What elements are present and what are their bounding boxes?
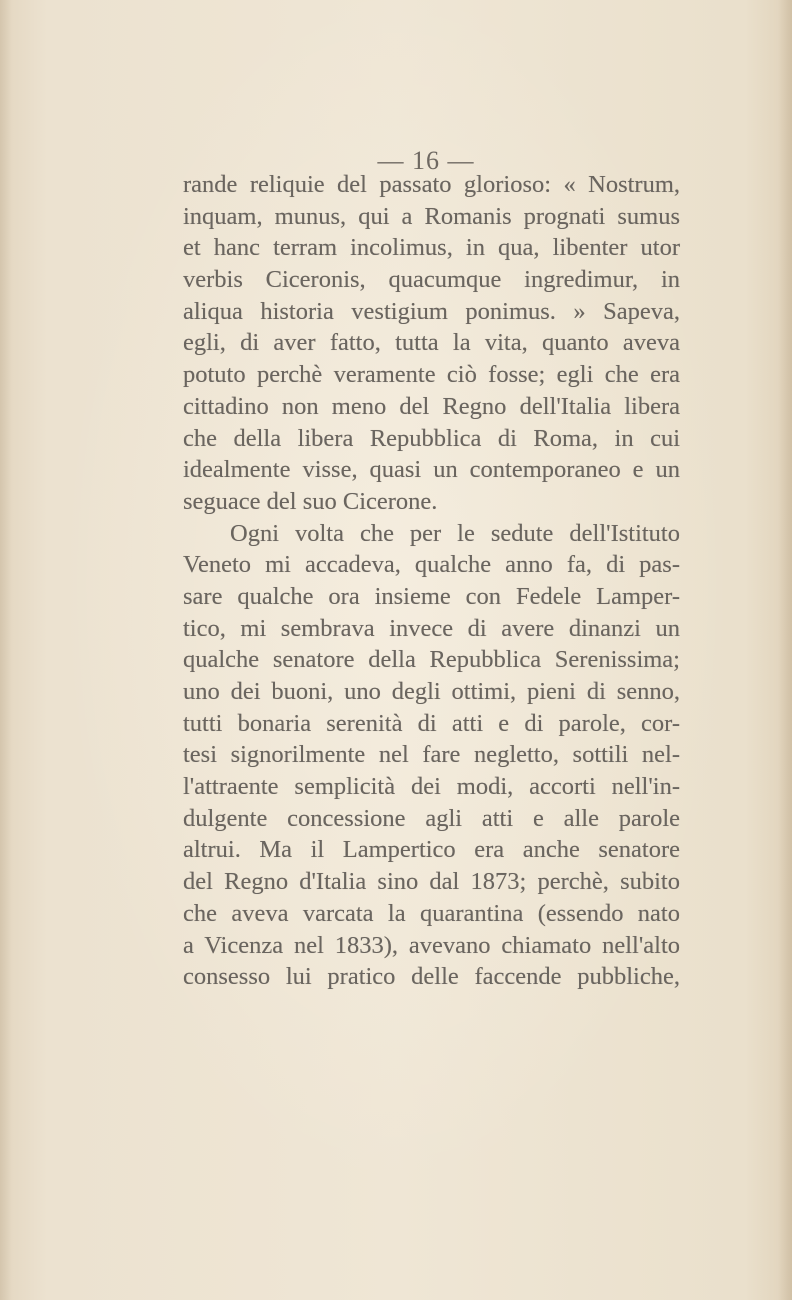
text-line: altrui. Ma il Lampertico era anche senatore (183, 836, 680, 864)
text-line: che aveva varcata la quarantina (essendo nato (183, 899, 680, 927)
text-line: tesi signorilmente nel fare negletto, sottili nel- (183, 741, 680, 769)
text-line: Veneto mi accadeva, qualche anno fa, di pas- (183, 551, 680, 579)
page-left-shadow (0, 0, 12, 1300)
paragraph-end-line: seguace del suo Cicerone. (183, 487, 438, 515)
text-line: idealmente visse, quasi un contemporaneo e un (183, 456, 680, 484)
text-line: qualche senatore della Repubblica Serenissima; (183, 646, 680, 674)
page-number: — 16 — (377, 146, 475, 175)
text-line: egli, di aver fatto, tutta la vita, quanto aveva (183, 329, 680, 357)
text-line: a Vicenza nel 1833), avevano chiamato nell'alto (183, 931, 680, 959)
text-line: uno dei buoni, uno degli ottimi, pieni di senno, (183, 678, 680, 705)
text-line: verbis Ciceronis, quacumque ingredimur, in (183, 266, 680, 294)
text-line: aliqua historia vestigium ponimus. » Sapeva, (183, 297, 680, 325)
text-line: che della libera Repubblica di Roma, in cui (183, 424, 680, 452)
body-text (183, 169, 680, 993)
paragraph-start-line: Ogni volta che per le sedute dell'Istituto (230, 519, 680, 547)
text-line: consesso lui pratico delle faccende pubbliche, (183, 963, 680, 991)
text-line: tutti bonaria serenità di atti e di parole, cor- (183, 709, 680, 737)
text-line: tico, mi sembrava invece di avere dinanzi un (183, 614, 680, 642)
text-line: l'attraente semplicità dei modi, accorti nell'in- (183, 773, 680, 801)
text-line: rande reliquie del passato glorioso: « Nostrum, (183, 171, 680, 198)
text-line: et hanc terram incolimus, in qua, libenter utor (183, 234, 680, 262)
text-line: cittadino non meno del Regno dell'Italia libera (183, 392, 680, 420)
text-line: inquam, munus, qui a Romanis prognati sumus (183, 202, 680, 230)
text-line: dulgente concessione agli atti e alle parole (183, 804, 680, 832)
text-line: del Regno d'Italia sino dal 1873; perchè, subito (183, 868, 680, 896)
text-line: potuto perchè veramente ciò fosse; egli che era (183, 361, 680, 389)
text-line: sare qualche ora insieme con Fedele Lamper- (183, 582, 680, 610)
page-right-shadow (778, 0, 792, 1300)
